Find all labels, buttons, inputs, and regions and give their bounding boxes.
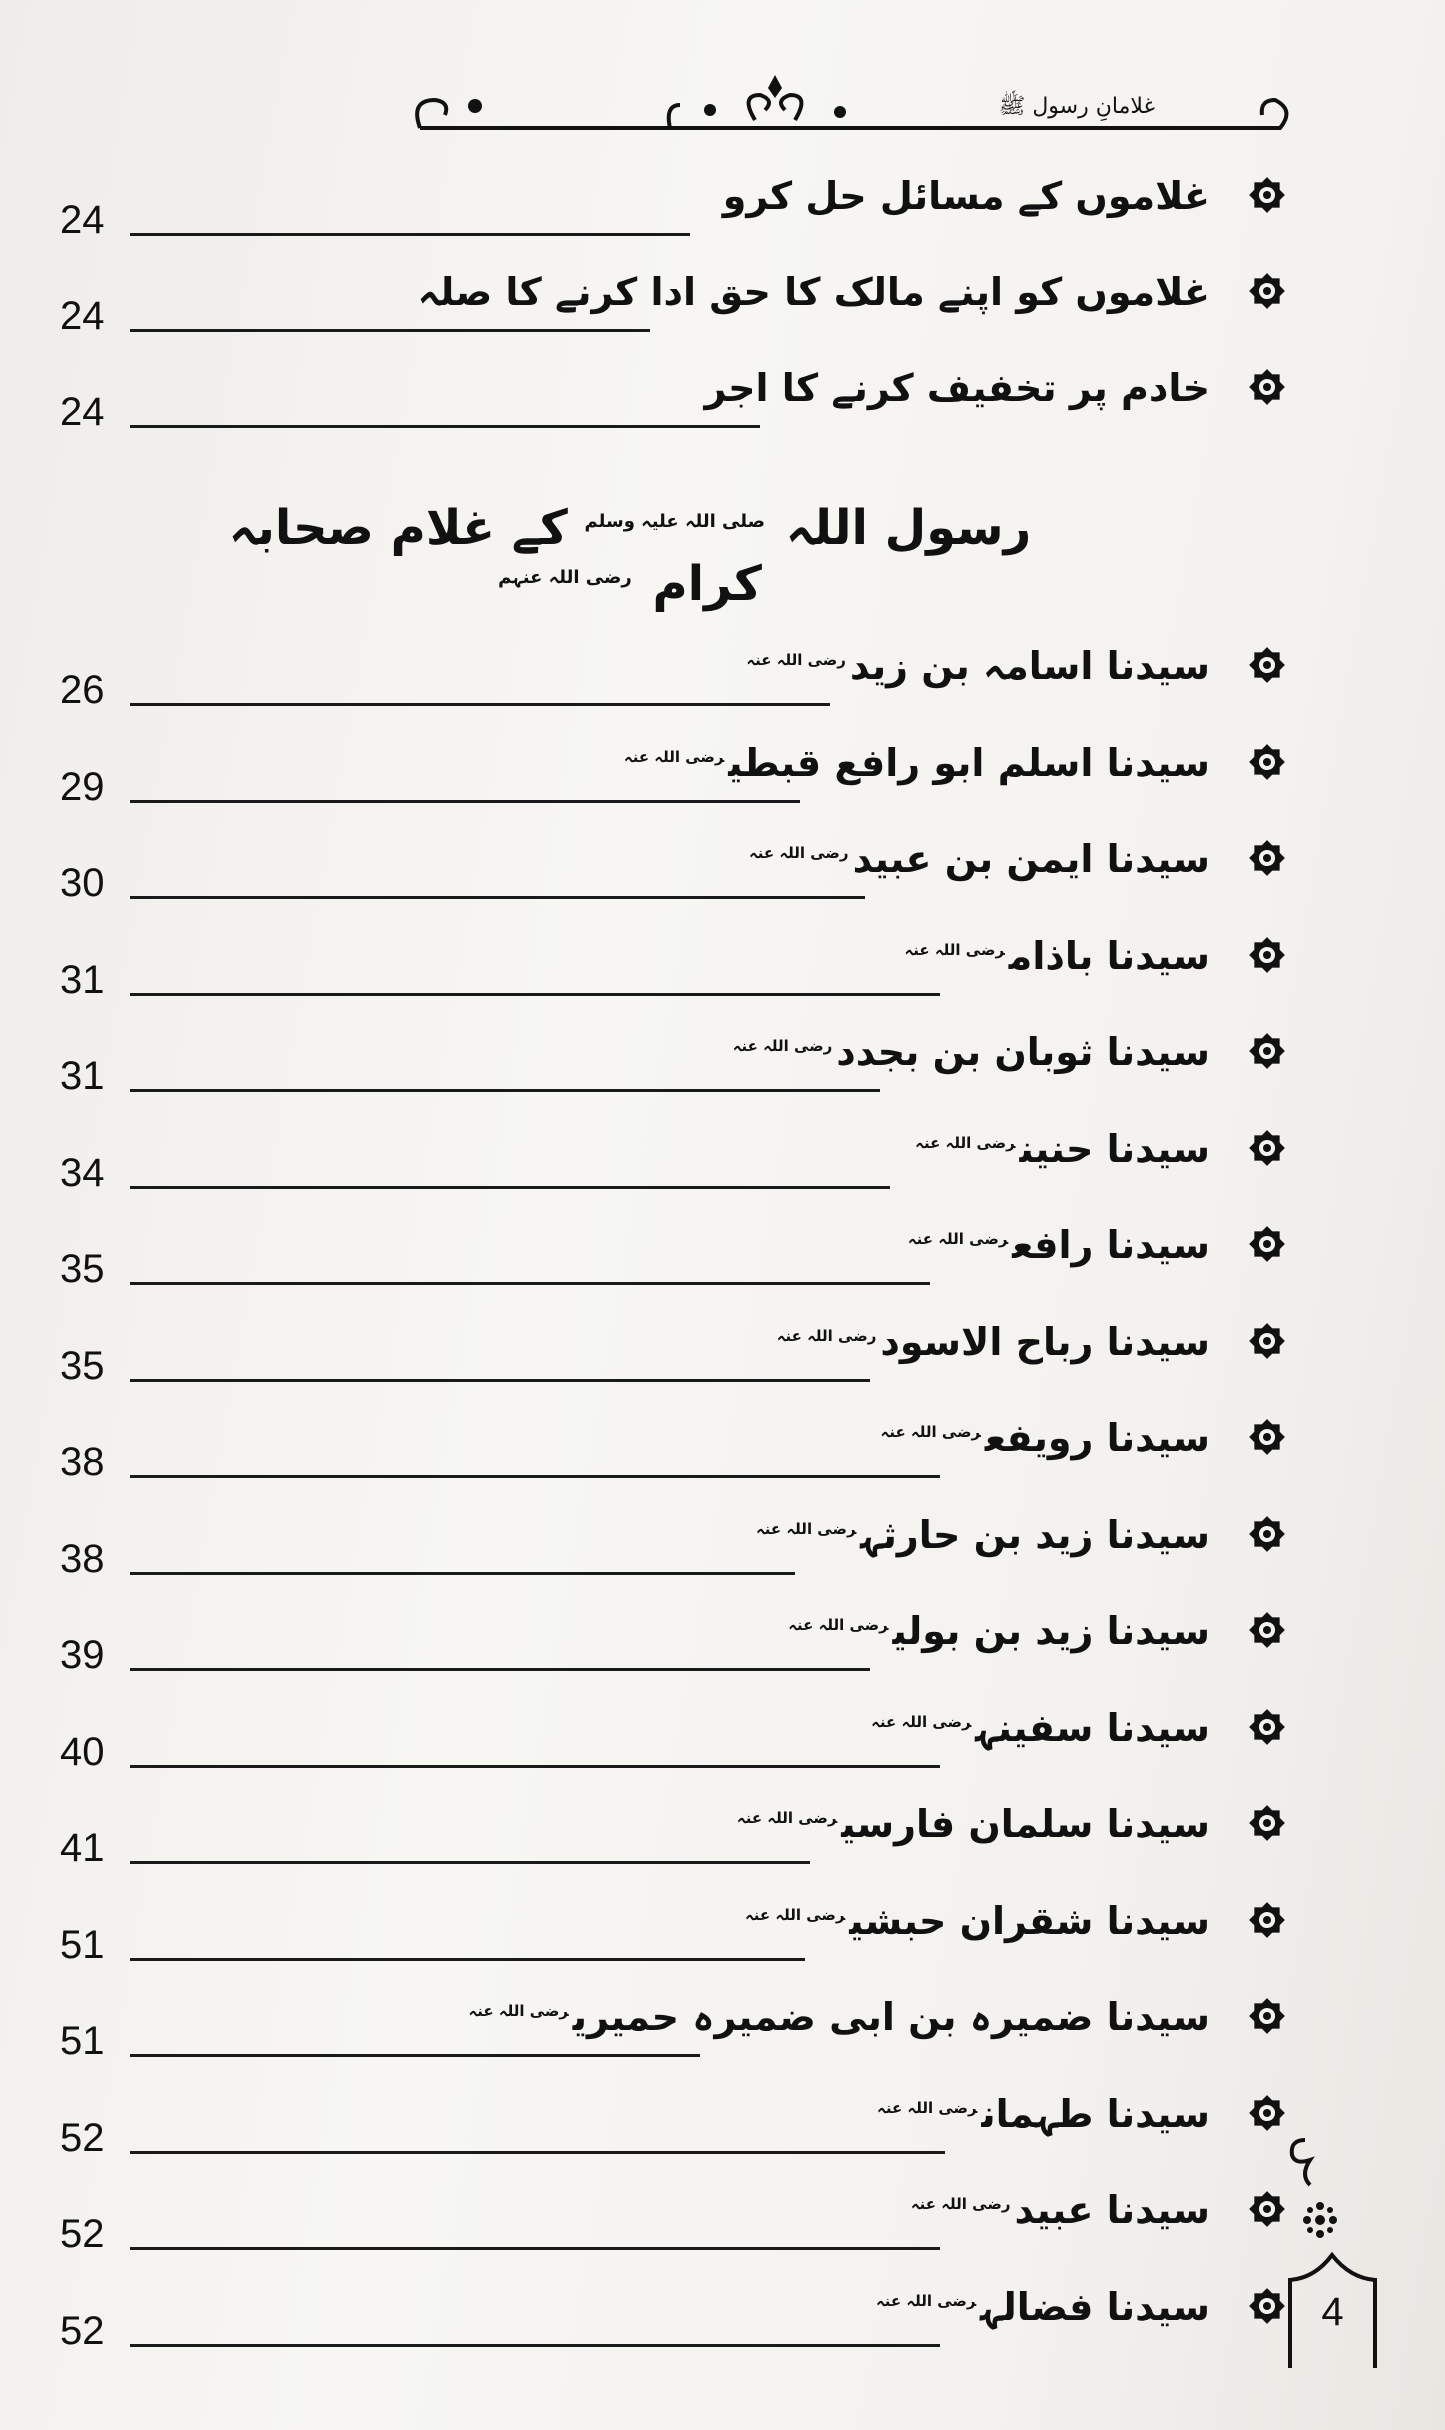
toc-entry[interactable]	[60, 1778, 1290, 1868]
running-title: غلامانِ رسول ﷺ	[998, 94, 1155, 119]
star-bullet-icon	[1244, 932, 1290, 978]
page-ref: 24	[60, 294, 105, 338]
entry-title: خادم پر تخفیف کرنے کا اجر	[704, 366, 1210, 410]
page-ref: 39	[60, 1633, 105, 1677]
leader-line	[130, 896, 865, 899]
page-ref: 52	[60, 2115, 105, 2160]
page-ref: 41	[60, 1826, 105, 1870]
page-ref: 38	[60, 1536, 105, 1581]
leader-line	[130, 703, 830, 706]
entry-title: سیدنا سلمان فارسی$^{رضی اللہ عنہ}$	[736, 1802, 1210, 1846]
star-bullet-icon	[1244, 1028, 1290, 1074]
leader-line	[130, 2344, 940, 2347]
leader-line	[130, 1186, 890, 1189]
honorific: رضی اللہ عنہ	[756, 1519, 857, 1538]
toc-entry[interactable]	[60, 1875, 1290, 1965]
honorific: رضی اللہ عنہ	[776, 1326, 877, 1345]
entry-title: سیدنا عبید$^{رضی اللہ عنہ}$	[910, 2188, 1210, 2232]
page-ref: 52	[60, 2212, 105, 2256]
toc-entry[interactable]	[60, 1971, 1290, 2061]
entry-title: سیدنا رویفع$^{رضی اللہ عنہ}$	[880, 1416, 1210, 1460]
toc-entry[interactable]	[60, 1296, 1290, 1386]
toc-entry[interactable]	[60, 1585, 1290, 1675]
star-bullet-icon	[1244, 2090, 1290, 2136]
leader-line	[130, 425, 760, 428]
leader-line	[130, 1765, 940, 1768]
honorific: رضی اللہ عنہ	[744, 1905, 846, 1924]
entry-title: سیدنا طہمان$^{رضی اللہ عنہ}$	[877, 2091, 1210, 2136]
section-heading	[200, 500, 1060, 612]
heading-part: کے غلام صحابہ کرام	[228, 500, 762, 612]
honorific: رضی اللہ عنہ	[788, 1616, 889, 1635]
star-bullet-icon	[1244, 1414, 1290, 1460]
toc-entry[interactable]	[60, 910, 1290, 1000]
honorific: رضی اللہ عنہ	[623, 747, 725, 766]
entry-title: سیدنا ثوبان بن بجدد$^{رضی اللہ عنہ}$	[732, 1030, 1210, 1074]
toc-entry[interactable]	[60, 342, 1290, 432]
toc-entry[interactable]	[60, 150, 1290, 240]
star-bullet-icon	[1244, 364, 1290, 410]
entry-title: سیدنا شقران حبشی$^{رضی اللہ عنہ}$	[744, 1898, 1210, 1943]
leader-line	[130, 2054, 700, 2057]
entry-title: سیدنا ایمن بن عبید$^{رضی اللہ عنہ}$	[748, 837, 1210, 881]
toc-entry[interactable]	[60, 813, 1290, 903]
toc-entry[interactable]	[60, 1103, 1290, 1193]
star-bullet-icon	[1244, 739, 1290, 785]
honorific: رضی اللہ عنہ	[877, 2098, 978, 2117]
star-bullet-icon	[1244, 1511, 1290, 1557]
toc-entry[interactable]	[60, 1006, 1290, 1096]
star-bullet-icon	[1244, 1221, 1290, 1267]
star-bullet-icon	[1244, 1318, 1290, 1364]
honorific: رضی اللہ عنہ	[880, 1423, 981, 1442]
corner-ornament	[1280, 2130, 1340, 2250]
toc-entry[interactable]	[60, 717, 1290, 807]
leader-line	[130, 233, 690, 236]
star-bullet-icon	[1244, 1993, 1290, 2039]
leader-line	[130, 1572, 795, 1575]
star-bullet-icon	[1244, 268, 1290, 314]
toc-entry[interactable]	[60, 1392, 1290, 1482]
star-bullet-icon	[1244, 835, 1290, 881]
page-number-box	[1285, 2250, 1380, 2370]
honorific: رضی اللہ عنہ	[871, 1712, 972, 1731]
page-ref: 51	[60, 2019, 105, 2063]
heading-part: رسول اللہ	[785, 500, 1032, 556]
toc-entry[interactable]	[60, 1199, 1290, 1289]
toc-entry[interactable]	[60, 246, 1290, 336]
page-ref: 29	[60, 764, 105, 809]
leader-line	[130, 329, 650, 332]
honorific: رضی اللہ عنہ	[746, 651, 846, 670]
honorific: رضی اللہ عنہ	[915, 1133, 1016, 1152]
entry-title: غلاموں کے مسائل حل کرو	[722, 174, 1210, 218]
page-ref: 35	[60, 1343, 105, 1388]
star-bullet-icon	[1244, 1607, 1290, 1653]
leader-line	[130, 1668, 870, 1671]
entry-title: سیدنا ضمیرہ بن ابی ضمیرہ حمیری$^{رضی اللہ عنہ}$	[468, 1995, 1210, 2039]
page-ref: 24	[60, 390, 105, 434]
salutation: صلی اللہ علیہ وسلم	[584, 511, 765, 532]
entry-title: سیدنا اسلم ابو رافع قبطی$^{رضی اللہ عنہ}$	[623, 740, 1210, 785]
entry-title: سیدنا سفینہ$^{رضی اللہ عنہ}$	[871, 1705, 1210, 1750]
running-header	[400, 70, 1305, 140]
entry-title: سیدنا زید بن بولی$^{رضی اللہ عنہ}$	[788, 1609, 1210, 1653]
honorific: رضی اللہ عنہ	[907, 1230, 1009, 1249]
page-ref: 40	[60, 1729, 105, 1774]
star-bullet-icon	[1244, 1704, 1290, 1750]
page-ref: 31	[60, 957, 105, 1002]
page-ref: 24	[60, 198, 105, 242]
leader-line	[130, 1861, 810, 1864]
star-bullet-icon	[1244, 642, 1290, 688]
leader-line	[130, 2151, 945, 2154]
page-ref: 52	[60, 2308, 105, 2353]
toc-entry[interactable]	[60, 2164, 1290, 2254]
page-ref: 35	[60, 1247, 105, 1291]
honorific: رضی اللہ عنہ	[875, 2291, 977, 2310]
toc-entry[interactable]	[60, 1682, 1290, 1772]
page-ref: 31	[60, 1054, 105, 1098]
page-ref: 51	[60, 1922, 105, 1967]
honorific: رضی اللہ عنہ	[748, 844, 849, 863]
honorific: رضی اللہ عنہم	[498, 567, 632, 588]
leader-line	[130, 1282, 930, 1285]
leader-line	[130, 1958, 805, 1961]
toc-entry[interactable]	[60, 1489, 1290, 1579]
star-bullet-icon	[1244, 1125, 1290, 1171]
leader-line	[130, 1089, 880, 1092]
entry-title: سیدنا زید بن حارثہ$^{رضی اللہ عنہ}$	[756, 1512, 1210, 1557]
toc-entry[interactable]	[60, 620, 1290, 710]
leader-line	[130, 993, 940, 996]
honorific: رضی اللہ عنہ	[732, 1037, 833, 1056]
honorific: رضی اللہ عنہ	[904, 940, 1005, 959]
page-ref: 34	[60, 1150, 105, 1195]
entry-title: سیدنا رافع$^{رضی اللہ عنہ}$	[907, 1223, 1210, 1267]
entry-title: سیدنا رباح الاسود$^{رضی اللہ عنہ}$	[776, 1319, 1210, 1364]
page-number: 4	[1321, 2290, 1344, 2334]
entry-title: سیدنا اسامہ بن زید$^{رضی اللہ عنہ}$	[746, 644, 1210, 688]
page-ref: 38	[60, 1440, 105, 1484]
star-bullet-icon	[1244, 1800, 1290, 1846]
header-ornament-rule	[400, 70, 1305, 140]
toc-entry[interactable]	[60, 2068, 1290, 2158]
honorific: رضی اللہ عنہ	[736, 1809, 838, 1828]
page-ref: 26	[60, 668, 105, 712]
entry-title: سیدنا باذام$^{رضی اللہ عنہ}$	[904, 933, 1210, 978]
page-ref: 30	[60, 861, 105, 905]
star-bullet-icon	[1244, 2283, 1290, 2329]
honorific: رضی اللہ عنہ	[910, 2195, 1011, 2214]
honorific: رضی اللہ عنہ	[468, 2002, 569, 2021]
entry-title: غلاموں کو اپنے مالک کا حق ادا کرنے کا صلہ	[417, 270, 1210, 314]
leader-line	[130, 800, 800, 803]
leader-line	[130, 1379, 870, 1382]
star-bullet-icon	[1244, 172, 1290, 218]
star-bullet-icon	[1244, 1897, 1290, 1943]
toc-entry[interactable]	[60, 2261, 1290, 2351]
entry-title: سیدنا حنین$^{رضی اللہ عنہ}$	[915, 1126, 1210, 1171]
entry-title: سیدنا فضالہ$^{رضی اللہ عنہ}$	[875, 2284, 1210, 2329]
leader-line	[130, 2247, 940, 2250]
leader-line	[130, 1475, 940, 1478]
